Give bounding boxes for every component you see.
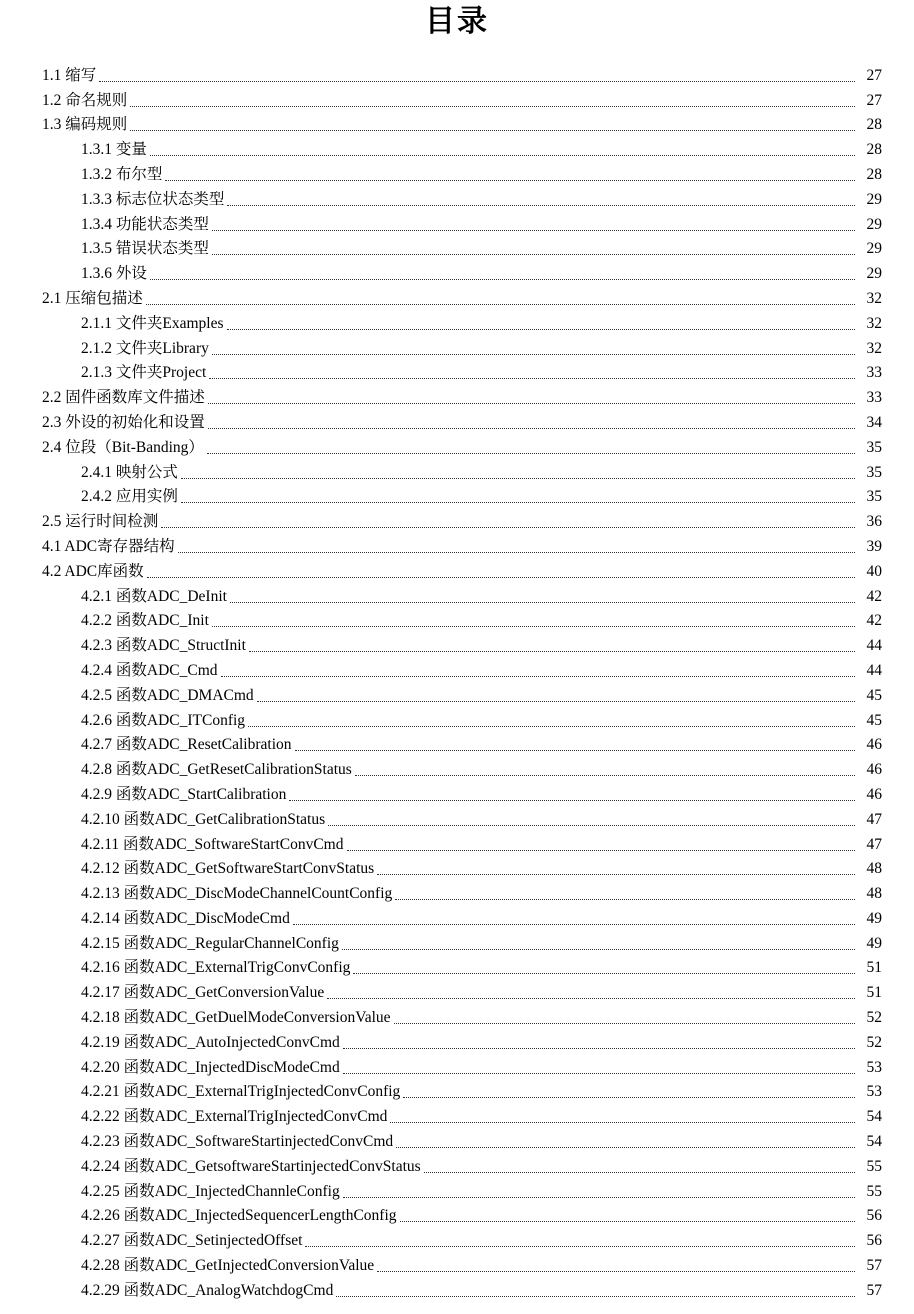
toc-dot-leader — [327, 998, 855, 999]
toc-dot-leader — [227, 205, 855, 206]
toc-entry[interactable] — [0, 756, 914, 781]
toc-entry[interactable] — [0, 186, 914, 211]
toc-entry-page-number: 46 — [866, 761, 882, 779]
toc-dot-leader — [181, 502, 855, 503]
toc-entry[interactable] — [0, 1054, 914, 1079]
toc-entry[interactable] — [0, 657, 914, 682]
toc-entry-label: 2.5 运行时间检测 — [42, 513, 159, 531]
toc-entry-page-number: 55 — [866, 1157, 882, 1175]
toc-entry[interactable] — [0, 1029, 914, 1054]
toc-dot-leader — [328, 825, 855, 826]
toc-entry-label: 4.2.8 函数ADC_GetResetCalibrationStatus — [81, 761, 352, 779]
toc-entry-label: 2.1 压缩包描述 — [42, 289, 143, 307]
toc-entry[interactable] — [0, 1178, 914, 1203]
toc-entry[interactable] — [0, 1252, 914, 1277]
toc-entry[interactable] — [0, 732, 914, 757]
toc-entry[interactable] — [0, 955, 914, 980]
toc-entry-page-number: 27 — [866, 66, 882, 84]
toc-entry-page-number: 33 — [866, 389, 882, 407]
toc-dot-leader — [150, 279, 855, 280]
toc-entry-label: 4.2.11 函数ADC_SoftwareStartConvCmd — [81, 835, 344, 853]
toc-entry-page-number: 54 — [866, 1108, 882, 1126]
toc-entry-label: 1.3 编码规则 — [42, 116, 128, 134]
toc-entry-page-number: 52 — [866, 1033, 882, 1051]
toc-dot-leader — [146, 304, 855, 305]
toc-dot-leader — [305, 1246, 855, 1247]
toc-entry[interactable] — [0, 707, 914, 732]
toc-entry[interactable] — [0, 905, 914, 930]
toc-dot-leader — [395, 899, 855, 900]
toc-entry[interactable] — [0, 632, 914, 657]
toc-entry-label: 4.2.15 函数ADC_RegularChannelConfig — [81, 934, 339, 952]
toc-entry[interactable] — [0, 1203, 914, 1228]
toc-entry-page-number: 51 — [866, 959, 882, 977]
toc-entry-label: 4.2.1 函数ADC_DeInit — [81, 587, 227, 605]
toc-dot-leader — [342, 949, 855, 950]
toc-entry-label: 4.2.16 函数ADC_ExternalTrigConvConfig — [81, 959, 351, 977]
toc-entry[interactable] — [0, 1128, 914, 1153]
toc-entry[interactable] — [0, 335, 914, 360]
page-title: 目录 — [425, 5, 489, 38]
toc-dot-leader — [212, 626, 855, 627]
toc-entry-page-number: 57 — [866, 1281, 882, 1299]
toc-entry-page-number: 29 — [866, 265, 882, 283]
toc-entry-page-number: 33 — [866, 364, 882, 382]
toc-entry-page-number: 47 — [866, 835, 882, 853]
toc-entry-label: 1.1 缩写 — [42, 66, 97, 84]
toc-entry[interactable] — [0, 856, 914, 881]
toc-entry-label: 4.2.19 函数ADC_AutoInjectedConvCmd — [81, 1033, 340, 1051]
toc-entry-label: 1.3.6 外设 — [81, 265, 147, 283]
toc-entry-label: 4.2 ADC库函数 — [42, 562, 144, 580]
toc-dot-leader — [161, 527, 855, 528]
toc-entry-label: 4.2.25 函数ADC_InjectedChannleConfig — [81, 1182, 340, 1200]
toc-entry[interactable] — [0, 161, 914, 186]
toc-entry-page-number: 54 — [866, 1133, 882, 1151]
toc-entry-page-number: 35 — [866, 463, 882, 481]
toc-dot-leader — [207, 453, 855, 454]
toc-entry-page-number: 53 — [866, 1058, 882, 1076]
toc-entry[interactable] — [0, 459, 914, 484]
toc-entry[interactable] — [0, 136, 914, 161]
toc-entry-page-number: 40 — [866, 562, 882, 580]
toc-dot-leader — [181, 478, 855, 479]
toc-entry-page-number: 46 — [866, 736, 882, 754]
toc-dot-leader — [212, 254, 855, 255]
toc-dot-leader — [295, 750, 855, 751]
toc-entry-label: 4.2.26 函数ADC_InjectedSequencerLengthConfig — [81, 1207, 397, 1225]
toc-entry-page-number: 56 — [866, 1207, 882, 1225]
toc-entry[interactable] — [0, 310, 914, 335]
toc-entry-page-number: 32 — [866, 314, 882, 332]
toc-entry-page-number: 28 — [866, 141, 882, 159]
toc-entry-label: 2.3 外设的初始化和设置 — [42, 413, 205, 431]
toc-dot-leader — [336, 1296, 855, 1297]
toc-entry-label: 1.3.4 功能状态类型 — [81, 215, 209, 233]
toc-dot-leader — [355, 775, 855, 776]
toc-dot-leader — [227, 329, 856, 330]
toc-dot-leader — [147, 577, 855, 578]
toc-entry-label: 4.1 ADC寄存器结构 — [42, 537, 175, 555]
toc-entry[interactable] — [0, 831, 914, 856]
toc-dot-leader — [130, 106, 855, 107]
toc-dot-leader — [377, 874, 855, 875]
toc-entry-page-number: 34 — [866, 413, 882, 431]
toc-entry-label: 4.2.5 函数ADC_DMACmd — [81, 686, 254, 704]
toc-entry[interactable] — [0, 236, 914, 261]
toc-dot-leader — [221, 676, 856, 677]
toc-entry-label: 4.2.9 函数ADC_StartCalibration — [81, 785, 287, 803]
toc-entry-label: 4.2.29 函数ADC_AnalogWatchdogCmd — [81, 1281, 334, 1299]
toc-entry-label: 4.2.22 函数ADC_ExternalTrigInjectedConvCmd — [81, 1108, 388, 1126]
toc-entry-page-number: 27 — [866, 91, 882, 109]
toc-entry-label: 4.2.17 函数ADC_GetConversionValue — [81, 984, 325, 1002]
toc-entry-page-number: 29 — [866, 190, 882, 208]
toc-entry[interactable] — [0, 682, 914, 707]
toc-entry[interactable] — [0, 1004, 914, 1029]
toc-entry-label: 1.3.1 变量 — [81, 141, 147, 159]
toc-entry[interactable] — [0, 583, 914, 608]
toc-entry-label: 2.1.2 文件夹Library — [81, 339, 209, 357]
toc-entry-page-number: 55 — [866, 1182, 882, 1200]
toc-entry-page-number: 56 — [866, 1232, 882, 1250]
toc-entry-page-number: 45 — [866, 686, 882, 704]
toc-entry-label: 2.4.1 映射公式 — [81, 463, 178, 481]
toc-dot-leader — [396, 1147, 855, 1148]
toc-entry-page-number: 35 — [866, 488, 882, 506]
toc-entry[interactable] — [0, 409, 914, 434]
toc-dot-leader — [400, 1221, 855, 1222]
toc-entry[interactable] — [0, 558, 914, 583]
toc-entry-page-number: 53 — [866, 1083, 882, 1101]
toc-entry-label: 2.2 固件函数库文件描述 — [42, 389, 205, 407]
toc-dot-leader — [249, 651, 855, 652]
toc-entry[interactable] — [0, 211, 914, 236]
toc-entry-label: 4.2.4 函数ADC_Cmd — [81, 661, 218, 679]
toc-dot-leader — [99, 81, 855, 82]
toc-entry-label: 4.2.21 函数ADC_ExternalTrigInjectedConvConfig — [81, 1083, 401, 1101]
toc-dot-leader — [353, 973, 855, 974]
toc-dot-leader — [403, 1097, 855, 1098]
toc-entry[interactable] — [0, 1277, 914, 1302]
toc-entry-page-number: 35 — [866, 438, 882, 456]
toc-dot-leader — [178, 552, 855, 553]
toc-entry[interactable] — [0, 781, 914, 806]
toc-entry[interactable] — [0, 384, 914, 409]
toc-entry[interactable] — [0, 508, 914, 533]
toc-entry-label: 4.2.23 函数ADC_SoftwareStartinjectedConvCmd — [81, 1133, 394, 1151]
toc-entry-label: 2.1.1 文件夹Examples — [81, 314, 224, 332]
table-of-contents — [0, 62, 914, 1302]
toc-entry-page-number: 39 — [866, 537, 882, 555]
toc-entry-label: 4.2.2 函数ADC_Init — [81, 612, 209, 630]
toc-entry-label: 4.2.12 函数ADC_GetSoftwareStartConvStatus — [81, 860, 375, 878]
toc-entry[interactable] — [0, 1227, 914, 1252]
toc-entry-label: 2.4 位段（Bit-Banding） — [42, 438, 204, 456]
toc-dot-leader — [347, 850, 856, 851]
toc-dot-leader — [248, 726, 855, 727]
toc-entry-page-number: 48 — [866, 860, 882, 878]
toc-dot-leader — [343, 1197, 855, 1198]
toc-entry-page-number: 28 — [866, 116, 882, 134]
toc-entry-page-number: 57 — [866, 1257, 882, 1275]
toc-entry-label: 4.2.13 函数ADC_DiscModeChannelCountConfig — [81, 885, 393, 903]
toc-entry-page-number: 46 — [866, 785, 882, 803]
toc-entry[interactable] — [0, 360, 914, 385]
toc-dot-leader — [377, 1271, 855, 1272]
toc-dot-leader — [390, 1122, 855, 1123]
toc-entry-label: 4.2.20 函数ADC_InjectedDiscModeCmd — [81, 1058, 340, 1076]
toc-entry-page-number: 45 — [866, 711, 882, 729]
toc-entry[interactable] — [0, 87, 914, 112]
toc-entry-label: 4.2.6 函数ADC_ITConfig — [81, 711, 246, 729]
toc-entry[interactable] — [0, 1079, 914, 1104]
toc-entry-page-number: 48 — [866, 885, 882, 903]
toc-entry[interactable] — [0, 285, 914, 310]
toc-dot-leader — [209, 378, 855, 379]
toc-entry[interactable] — [0, 806, 914, 831]
toc-dot-leader — [165, 180, 855, 181]
toc-entry[interactable] — [0, 260, 914, 285]
toc-entry-label: 4.2.10 函数ADC_GetCalibrationStatus — [81, 810, 326, 828]
toc-dot-leader — [212, 354, 855, 355]
toc-entry-label: 4.2.3 函数ADC_StructInit — [81, 637, 246, 655]
toc-entry-label: 4.2.28 函数ADC_GetInjectedConversionValue — [81, 1257, 375, 1275]
toc-entry-page-number: 29 — [866, 215, 882, 233]
toc-entry-page-number: 36 — [866, 513, 882, 531]
toc-entry[interactable] — [0, 62, 914, 87]
toc-entry-page-number: 42 — [866, 587, 882, 605]
toc-entry-label: 4.2.14 函数ADC_DiscModeCmd — [81, 909, 290, 927]
toc-entry-label: 2.1.3 文件夹Project — [81, 364, 207, 382]
toc-entry-page-number: 44 — [866, 637, 882, 655]
toc-entry-page-number: 52 — [866, 1009, 882, 1027]
toc-entry-page-number: 29 — [866, 240, 882, 258]
toc-dot-leader — [130, 130, 855, 131]
toc-entry-page-number: 44 — [866, 661, 882, 679]
toc-dot-leader — [257, 701, 855, 702]
toc-dot-leader — [424, 1172, 855, 1173]
toc-entry-label: 1.2 命名规则 — [42, 91, 128, 109]
toc-dot-leader — [289, 800, 855, 801]
toc-entry[interactable] — [0, 533, 914, 558]
toc-entry-label: 4.2.18 函数ADC_GetDuelModeConversionValue — [81, 1009, 391, 1027]
toc-entry-page-number: 51 — [866, 984, 882, 1002]
toc-dot-leader — [394, 1023, 855, 1024]
toc-dot-leader — [343, 1048, 855, 1049]
toc-entry[interactable] — [0, 1153, 914, 1178]
toc-entry[interactable] — [0, 434, 914, 459]
toc-entry-label: 4.2.27 函数ADC_SetinjectedOffset — [81, 1232, 303, 1250]
toc-entry-label: 1.3.3 标志位状态类型 — [81, 190, 225, 208]
toc-entry-page-number: 32 — [866, 339, 882, 357]
toc-entry-page-number: 49 — [866, 934, 882, 952]
toc-entry-label: 4.2.24 函数ADC_GetsoftwareStartinjectedConvStatus — [81, 1157, 421, 1175]
toc-dot-leader — [212, 230, 855, 231]
toc-entry-page-number: 47 — [866, 810, 882, 828]
toc-entry-label: 1.3.2 布尔型 — [81, 165, 163, 183]
toc-entry-label: 2.4.2 应用实例 — [81, 488, 178, 506]
toc-entry[interactable] — [0, 979, 914, 1004]
toc-entry-page-number: 28 — [866, 165, 882, 183]
toc-entry-page-number: 49 — [866, 909, 882, 927]
toc-dot-leader — [208, 403, 855, 404]
toc-entry[interactable] — [0, 880, 914, 905]
toc-entry[interactable] — [0, 930, 914, 955]
toc-entry[interactable] — [0, 112, 914, 137]
toc-dot-leader — [293, 924, 855, 925]
toc-entry-page-number: 32 — [866, 289, 882, 307]
toc-dot-leader — [208, 428, 855, 429]
toc-entry[interactable] — [0, 608, 914, 633]
toc-dot-leader — [150, 155, 855, 156]
toc-dot-leader — [343, 1073, 855, 1074]
toc-entry-page-number: 42 — [866, 612, 882, 630]
toc-entry[interactable] — [0, 484, 914, 509]
toc-entry-label: 1.3.5 错误状态类型 — [81, 240, 209, 258]
toc-entry-label: 4.2.7 函数ADC_ResetCalibration — [81, 736, 292, 754]
toc-dot-leader — [230, 602, 855, 603]
toc-entry[interactable] — [0, 1103, 914, 1128]
